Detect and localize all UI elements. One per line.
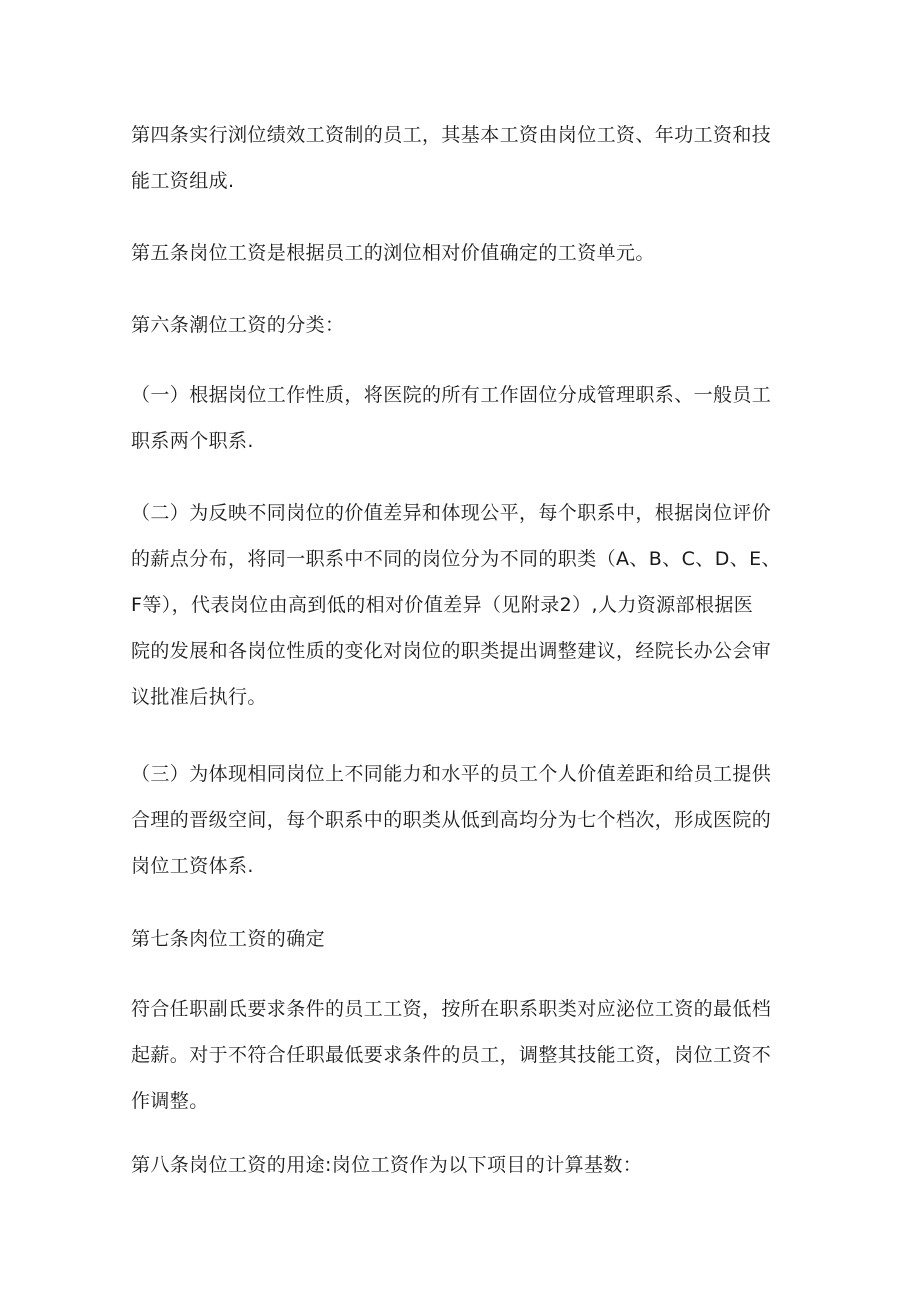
paragraph-article-7-body (131, 986, 801, 1124)
paragraph-article-4 (131, 112, 801, 204)
text-line: （一）根据岗位工作性质，将医院的所有工作固位分成管理职系、一般员工 (131, 384, 772, 406)
paragraph-article-6 (131, 302, 801, 348)
text-line: 岗位工资体系. (131, 855, 254, 877)
text-line: 第四条实行浏位绩效工资制的员工，其基本工资由岗位工资、年功工资和技 (131, 124, 772, 146)
paragraph-article-8 (131, 1142, 801, 1188)
text-line: 第五条岗位工资是根据员工的浏位相对价值确定的工资单元。 (131, 242, 655, 264)
text-line: 作调整。 (131, 1090, 209, 1112)
text-line: 合理的晋级空间，每个职系中的职类从低到高均分为七个档次，形成医院的 (131, 809, 772, 831)
text-line: F等），代表岗位由高到低的相对价值差异（见附录2）,人力资源部根据医 (131, 594, 754, 616)
text-line: （二）为反映不同岗位的价值差异和体现公平，每个职系中，根据岗位评价 (131, 502, 772, 524)
paragraph-item-2 (131, 490, 801, 720)
text-line: 第七条肉位工资的确定 (131, 928, 326, 950)
paragraph-article-5 (131, 230, 801, 276)
text-line: 职系两个职系. (131, 430, 254, 452)
paragraph-article-7 (131, 916, 801, 962)
text-line: 能工资组成. (131, 170, 235, 192)
text-line: 起薪。对于不符合任职最低要求条件的员工，调整其技能工资，岗位工资不 (131, 1044, 772, 1066)
text-line: 院的发展和各岗位性质的变化对岗位的职类提出调整建议，经院长办公会审 (131, 640, 772, 662)
text-line: 第八条岗位工资的用途:岗位工资作为以下项目的计算基数： (131, 1154, 643, 1176)
text-line: 的薪点分布，将同一职系中不同的岗位分为不同的职类（A、B、C、D、E、 (131, 548, 781, 570)
paragraph-item-3 (131, 751, 801, 889)
text-line: 符合任职副氐要求条件的员工工资，按所在职系职类对应泌位工资的最低档 (131, 998, 772, 1020)
text-line: 第六条潮位工资的分类： (131, 314, 345, 336)
text-line: 议批准后执行。 (131, 686, 267, 708)
text-line: （三）为体现相同岗位上不同能力和水平的员工个人价值差距和给员工提供 (131, 763, 772, 785)
paragraph-item-1 (131, 372, 801, 464)
